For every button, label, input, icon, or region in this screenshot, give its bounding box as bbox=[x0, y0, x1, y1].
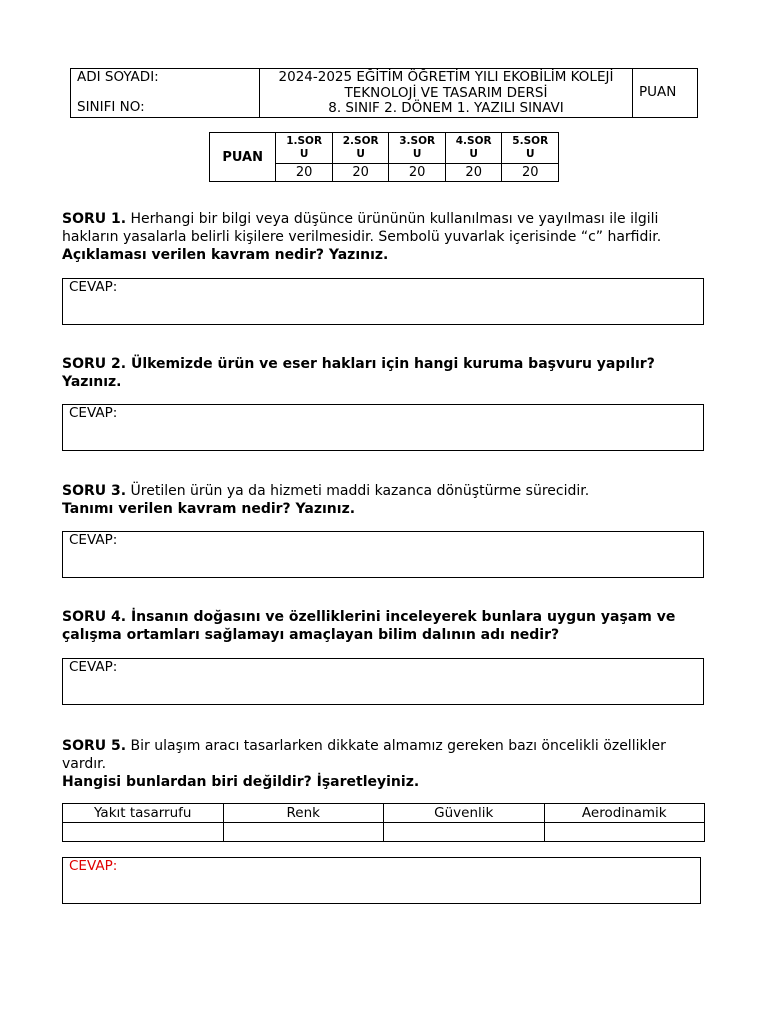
exam-title-line3: 8. SINIF 2. DÖNEM 1. YAZILI SINAVI bbox=[328, 100, 564, 116]
question-2 bbox=[62, 355, 712, 391]
answer-box-5[interactable] bbox=[62, 857, 701, 904]
question-3-prompt: Tanımı verilen kavram nedir? Yazınız. bbox=[62, 501, 356, 517]
score-col-header: 4.SOR U bbox=[445, 133, 502, 164]
score-col-header: 2.SOR U bbox=[332, 133, 389, 164]
exam-title-line2: TEKNOLOJİ VE TASARIM DERSİ bbox=[344, 84, 548, 101]
question-2-text: Ülkemizde ürün ve eser hakları için hangi kuruma başvuru yapılır? Yazınız. bbox=[62, 356, 655, 390]
question-2-label: SORU 2. bbox=[62, 356, 127, 372]
option-mark-cell[interactable] bbox=[223, 823, 384, 842]
answer-5-label: CEVAP: bbox=[69, 858, 118, 874]
option-mark-cell[interactable] bbox=[384, 823, 545, 842]
question-5-prompt: Hangisi bunlardan biri değildir? İşaretleyiniz. bbox=[62, 774, 420, 790]
question-1 bbox=[62, 210, 712, 264]
question-1-label: SORU 1. bbox=[62, 211, 127, 227]
option-mark-cell[interactable] bbox=[63, 823, 224, 842]
option-header: Renk bbox=[223, 804, 384, 823]
answer-box-1[interactable] bbox=[62, 278, 704, 325]
exam-title-cell bbox=[260, 69, 633, 118]
answer-4-label: CEVAP: bbox=[69, 659, 118, 675]
score-points: 20 bbox=[276, 164, 333, 182]
score-table bbox=[209, 132, 559, 182]
option-header: Güvenlik bbox=[384, 804, 545, 823]
score-table-label: PUAN bbox=[210, 133, 276, 182]
answer-box-4[interactable] bbox=[62, 658, 704, 705]
score-col-header: 3.SOR U bbox=[389, 133, 446, 164]
question-1-prompt: Açıklaması verilen kavram nedir? Yazınız. bbox=[62, 247, 389, 263]
score-col-header: 1.SOR U bbox=[276, 133, 333, 164]
option-header: Yakıt tasarrufu bbox=[63, 804, 224, 823]
options-table bbox=[62, 803, 705, 842]
answer-box-2[interactable] bbox=[62, 404, 704, 451]
question-4-label: SORU 4. bbox=[62, 609, 127, 625]
question-4 bbox=[62, 608, 712, 644]
question-5 bbox=[62, 737, 712, 791]
score-points: 20 bbox=[389, 164, 446, 182]
class-label: SINIFI NO: bbox=[77, 99, 145, 115]
question-1-text: Herhangi bir bilgi veya düşünce ürününün kullanılması ve yayılması ile ilgili hakların yasalarla belirli kişilere verilmesidir. Sembolü yuvarlak içerisinde “c” harfidir. bbox=[62, 211, 662, 245]
question-4-text: İnsanın doğasını ve özelliklerini inceleyerek bunlara uygun yaşam ve çalışma ortamları sağlamayı amaçlayan bilim dalının adı nedir? bbox=[62, 609, 676, 643]
score-col-header: 5.SOR U bbox=[502, 133, 559, 164]
score-points: 20 bbox=[445, 164, 502, 182]
option-mark-cell[interactable] bbox=[544, 823, 705, 842]
answer-2-label: CEVAP: bbox=[69, 405, 118, 421]
question-5-label: SORU 5. bbox=[62, 738, 127, 754]
question-5-text: Bir ulaşım aracı tasarlarken dikkate almamız gereken bazı öncelikli özellikler vardır. bbox=[62, 738, 666, 772]
total-score-cell bbox=[633, 69, 698, 118]
answer-3-label: CEVAP: bbox=[69, 532, 118, 548]
total-score-label: PUAN bbox=[639, 84, 677, 100]
exam-title-line1: 2024-2025 EĞİTİM ÖĞRETİM YILI EKOBİLİM KOLEJİ bbox=[278, 69, 614, 85]
exam-header-table bbox=[70, 68, 698, 118]
question-3-text: Üretilen ürün ya da hizmeti maddi kazanca dönüştürme sürecidir. bbox=[126, 483, 590, 499]
answer-1-label: CEVAP: bbox=[69, 279, 118, 295]
question-3-label: SORU 3. bbox=[62, 483, 127, 499]
score-points: 20 bbox=[332, 164, 389, 182]
name-label: ADI SOYADI: bbox=[77, 69, 159, 85]
score-points: 20 bbox=[502, 164, 559, 182]
question-3 bbox=[62, 482, 712, 518]
answer-box-3[interactable] bbox=[62, 531, 704, 578]
option-header: Aerodinamik bbox=[544, 804, 705, 823]
student-info-cell bbox=[71, 69, 260, 118]
